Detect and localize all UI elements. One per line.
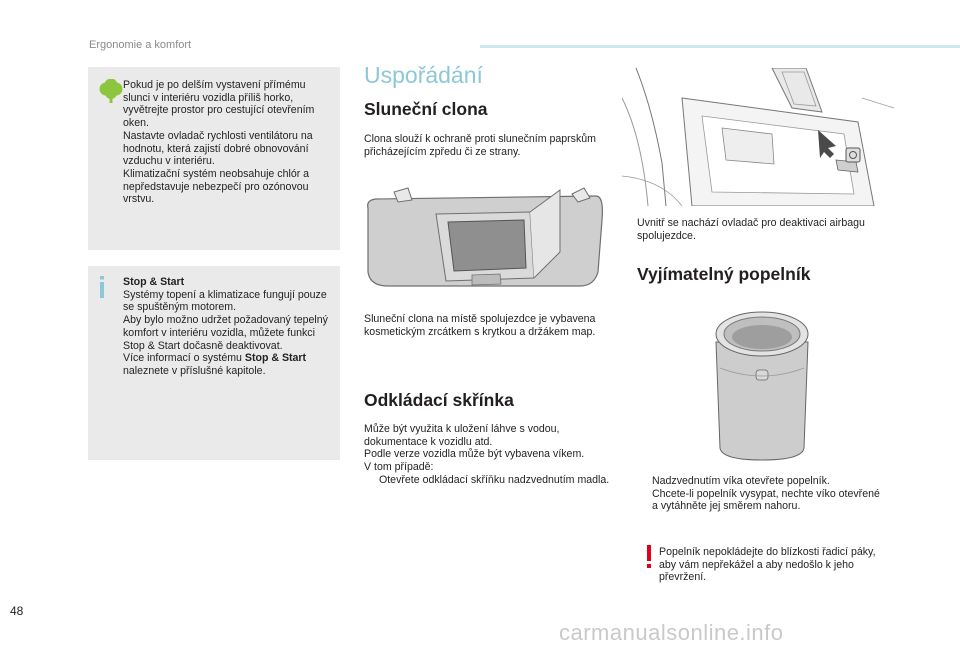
bullet-marker-icon: [364, 474, 379, 487]
main-title: Uspořádání: [364, 62, 483, 88]
glovebox-heading: Odkládací skřínka: [364, 390, 514, 410]
glovebox-bullet-text: Otevřete odkládací skříňku nadzvednutím madla.: [379, 473, 610, 486]
info-icon: [96, 276, 108, 298]
info-note-text: [123, 289, 338, 378]
ashtray-bullet-text: Nadzvednutím víka otevřete popelník.: [652, 475, 830, 487]
sun-visor-heading: Sluneční clona: [364, 99, 488, 119]
bullet-marker-icon: [637, 475, 652, 488]
section-header: Ergonomie a komfort: [89, 39, 192, 51]
ashtray-heading: Vyjímatelný popelník: [637, 264, 811, 284]
warning-icon: [645, 545, 653, 569]
info-note-body: [123, 276, 338, 378]
info-text-part1: Systémy topení a klimatizace fungují pouze se spuštěným motorem. Aby bylo možno udržet požadovaný tepelný komfort v interiéru vozidla, můžete funkci Stop & Start dočasně deaktivovat. Více informací o systému: [123, 288, 328, 365]
info-text-bold: Stop & Start: [244, 352, 307, 365]
glovebox-text-main: Může být využita k uložení láhve s vodou, dokumentace k vozidlu atd. Podle verze vozidla může být vybavena víkem. V tom případě:: [364, 423, 585, 474]
sun-visor-illustration: [360, 180, 612, 304]
ashtray-bullets: [637, 475, 887, 513]
ashtray-bullet-2: [637, 488, 887, 513]
ashtray-bullet-text: Chcete-li popelník vysypat, nechte víko otevřené a vytáhněte jej směrem nahoru.: [652, 487, 880, 513]
info-text-part2: naleznete v příslušné kapitole.: [123, 364, 266, 377]
glovebox-text: [364, 423, 614, 487]
eco-note-text: Pokud je po delším vystavení přímému slunci v interiéru vozidla příliš horko, vyvětrejte prostor pro cestující otevřením oken. Nastavte ovladač rychlosti ventilátoru na hodnotu, která zajistí dobré obnovování vzduchu v interiéru. Klimatizační systém neobsahuje chlór a nepředstavuje nebezpečí pro ozónovou vrstvu.: [123, 79, 315, 206]
ashtray-bullet-1: [637, 475, 887, 488]
glovebox-bullet: [364, 474, 614, 487]
glovebox-illustration: [622, 68, 894, 206]
bullet-marker-icon: [637, 488, 652, 513]
sun-visor-intro: Clona slouží k ochraně proti slunečním paprskům přicházejícím zpředu či ze strany.: [364, 133, 596, 158]
info-note-title: Stop & Start: [123, 276, 185, 288]
leaf-icon: [98, 79, 124, 105]
ashtray-warning: Popelník nepokládejte do blízkosti řadicí páky, aby vám nepřekážel a aby nedošlo k jeho převržení.: [659, 546, 876, 584]
eco-note: [88, 67, 340, 250]
info-note: [88, 266, 340, 460]
ashtray-illustration: [712, 308, 812, 462]
sun-visor-caption: Sluneční clona na místě spolujezdce je vybavena kosmetickým zrcátkem s krytkou a držákem map.: [364, 313, 596, 338]
header-rule: [480, 45, 960, 48]
page-number: 48: [10, 604, 24, 618]
watermark: carmanualsonline.info: [559, 620, 784, 645]
glovebox-caption: Uvnitř se nachází ovladač pro deaktivaci airbagu spolujezdce.: [637, 217, 865, 242]
